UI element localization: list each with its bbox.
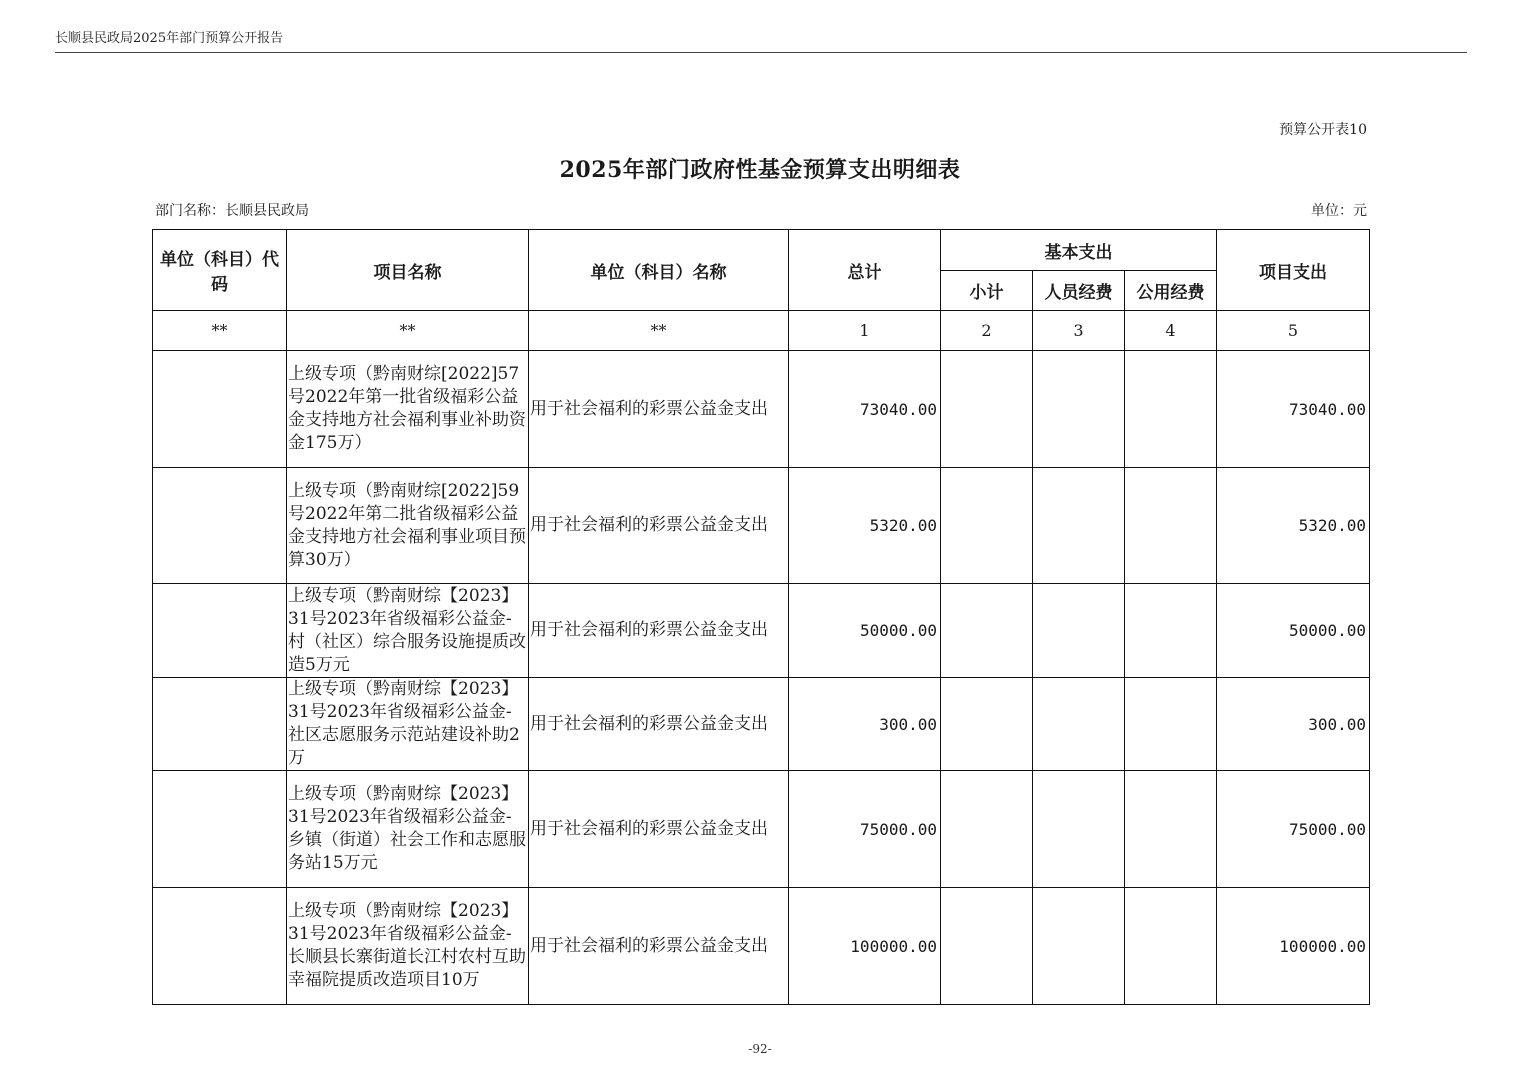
project-name-cell: 上级专项（黔南财综[2022]57号2022年第一批省级福彩公益金支持地方社会福利事业补助资金175万） <box>287 351 529 468</box>
index-cell: 1 <box>789 311 941 351</box>
subtotal-cell <box>941 584 1033 678</box>
project-expenditure-cell: 73040.00 <box>1217 351 1370 468</box>
table-row <box>153 678 1370 771</box>
table-row <box>153 351 1370 468</box>
total-cell: 100000.00 <box>789 888 941 1005</box>
public-cell <box>1125 678 1217 771</box>
table-number: 预算公开表10 <box>1279 122 1367 138</box>
project-expenditure-cell: 100000.00 <box>1217 888 1370 1005</box>
unit-label: 单位：元 <box>1311 203 1367 219</box>
table-row <box>153 584 1370 678</box>
public-cell <box>1125 584 1217 678</box>
unit-name-cell: 用于社会福利的彩票公益金支出 <box>529 468 789 584</box>
project-name-cell: 上级专项（黔南财综【2023】31号2023年省级福彩公益金-长顺县长寨街道长江村农村互助幸福院提质改造项目10万 <box>287 888 529 1005</box>
personnel-cell <box>1033 888 1125 1005</box>
public-cell <box>1125 351 1217 468</box>
table-row <box>153 888 1370 1005</box>
personnel-cell <box>1033 584 1125 678</box>
project-name-cell: 上级专项（黔南财综【2023】31号2023年省级福彩公益金-村（社区）综合服务设施提质改造5万元 <box>287 584 529 678</box>
total-cell: 73040.00 <box>789 351 941 468</box>
total-cell: 50000.00 <box>789 584 941 678</box>
report-header-title: 长顺县民政局2025年部门预算公开报告 <box>55 31 284 46</box>
fund-expenditure-table <box>152 229 1370 1005</box>
table-row <box>153 771 1370 888</box>
code-cell <box>153 888 287 1005</box>
unit-name-cell: 用于社会福利的彩票公益金支出 <box>529 888 789 1005</box>
subtotal-cell <box>941 771 1033 888</box>
header-subtotal: 小计 <box>941 271 1033 311</box>
project-expenditure-cell: 5320.00 <box>1217 468 1370 584</box>
unit-name-cell: 用于社会福利的彩票公益金支出 <box>529 351 789 468</box>
header-code: 单位（科目）代码 <box>153 230 287 311</box>
header-personnel: 人员经费 <box>1033 271 1125 311</box>
index-cell: ** <box>529 311 789 351</box>
subtotal-cell <box>941 351 1033 468</box>
subtotal-cell <box>941 678 1033 771</box>
project-expenditure-cell: 300.00 <box>1217 678 1370 771</box>
project-expenditure-cell: 75000.00 <box>1217 771 1370 888</box>
index-cell: 4 <box>1125 311 1217 351</box>
header-total: 总计 <box>789 230 941 311</box>
project-name-cell: 上级专项（黔南财综【2023】31号2023年省级福彩公益金-乡镇（街道）社会工作和志愿服务站15万元 <box>287 771 529 888</box>
total-cell: 75000.00 <box>789 771 941 888</box>
page-title: 2025年部门政府性基金预算支出明细表 <box>559 157 961 183</box>
total-cell: 5320.00 <box>789 468 941 584</box>
header-project-expenditure: 项目支出 <box>1217 230 1370 311</box>
total-cell: 300.00 <box>789 678 941 771</box>
page-number: -92- <box>748 1042 772 1056</box>
header-project-name: 项目名称 <box>287 230 529 311</box>
header-basic-expenditure: 基本支出 <box>941 230 1217 271</box>
public-cell <box>1125 468 1217 584</box>
project-name-cell: 上级专项（黔南财综[2022]59号2022年第二批省级福彩公益金支持地方社会福利事业项目预算30万） <box>287 468 529 584</box>
index-cell: ** <box>153 311 287 351</box>
project-expenditure-cell: 50000.00 <box>1217 584 1370 678</box>
header-public: 公用经费 <box>1125 271 1217 311</box>
index-cell: 2 <box>941 311 1033 351</box>
code-cell <box>153 678 287 771</box>
subtotal-cell <box>941 468 1033 584</box>
public-cell <box>1125 888 1217 1005</box>
header-divider <box>55 52 1467 53</box>
table-row <box>153 468 1370 584</box>
code-cell <box>153 771 287 888</box>
code-cell <box>153 468 287 584</box>
index-cell: ** <box>287 311 529 351</box>
index-cell: 3 <box>1033 311 1125 351</box>
header-unit-name: 单位（科目）名称 <box>529 230 789 311</box>
personnel-cell <box>1033 351 1125 468</box>
personnel-cell <box>1033 468 1125 584</box>
personnel-cell <box>1033 771 1125 888</box>
index-cell: 5 <box>1217 311 1370 351</box>
code-cell <box>153 584 287 678</box>
subtotal-cell <box>941 888 1033 1005</box>
column-index-row <box>153 311 1370 351</box>
unit-name-cell: 用于社会福利的彩票公益金支出 <box>529 584 789 678</box>
unit-name-cell: 用于社会福利的彩票公益金支出 <box>529 678 789 771</box>
department-label: 部门名称：长顺县民政局 <box>155 203 309 219</box>
personnel-cell <box>1033 678 1125 771</box>
code-cell <box>153 351 287 468</box>
public-cell <box>1125 771 1217 888</box>
project-name-cell: 上级专项（黔南财综【2023】31号2023年省级福彩公益金-社区志愿服务示范站建设补助2万 <box>287 678 529 771</box>
unit-name-cell: 用于社会福利的彩票公益金支出 <box>529 771 789 888</box>
